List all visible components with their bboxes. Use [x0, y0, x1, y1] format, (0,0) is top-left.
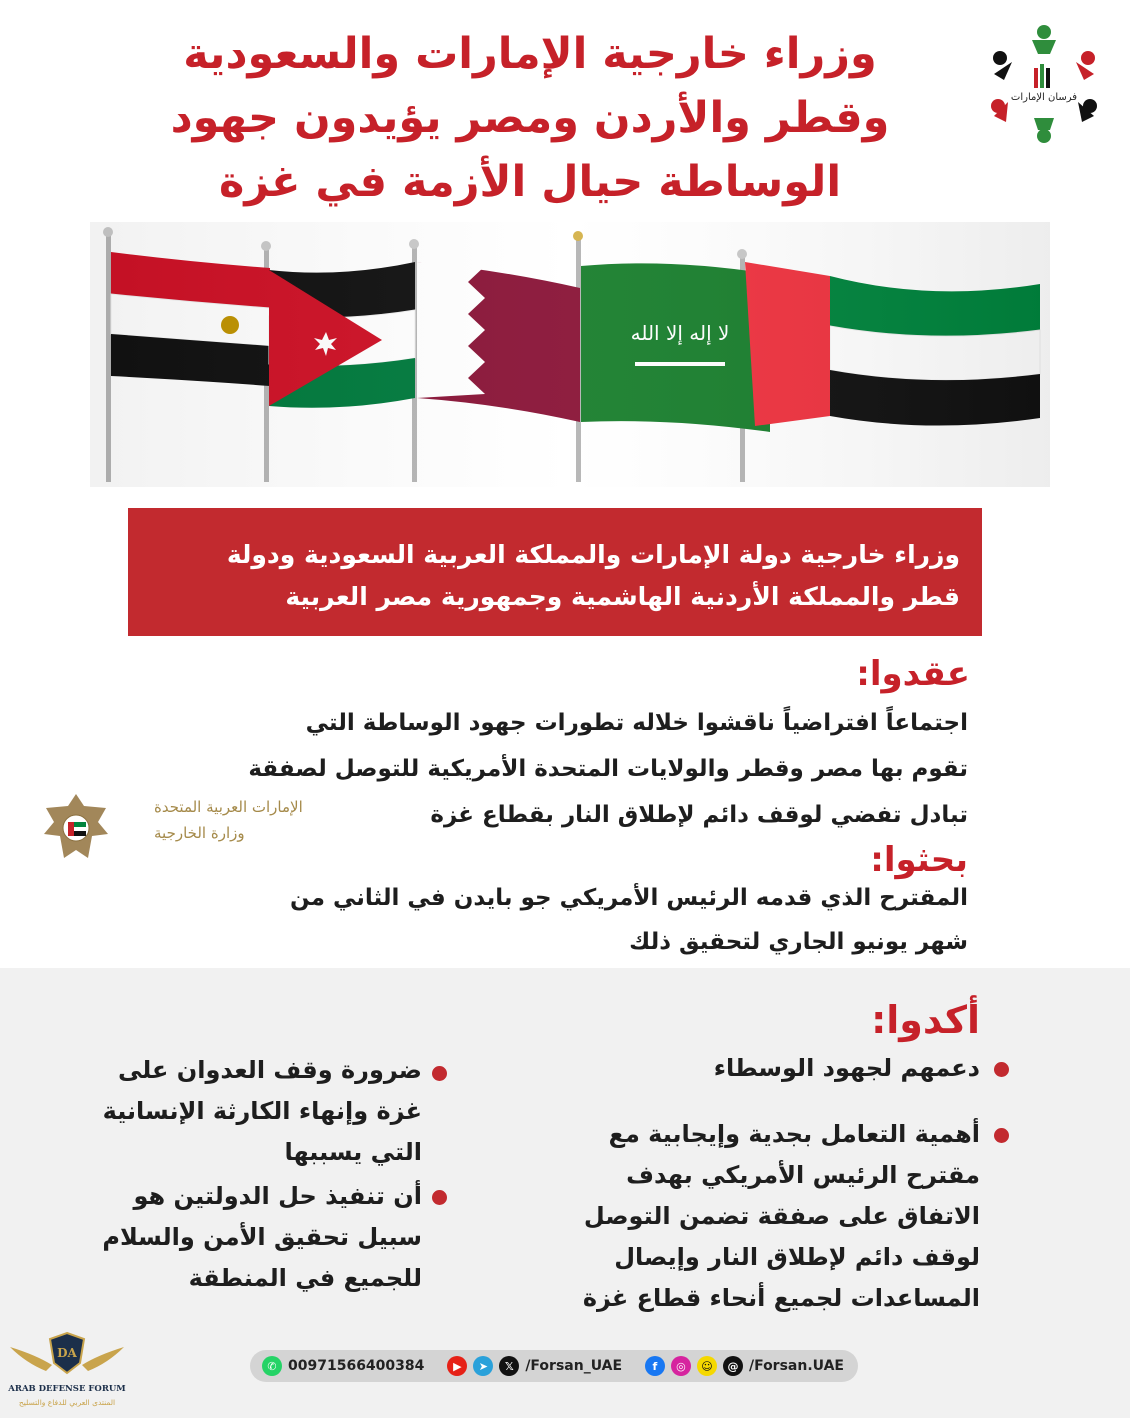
title-line: وزراء خارجية الإمارات والسعودية — [183, 29, 877, 79]
text-line: أن تنفيذ حل الدولتين هو — [133, 1182, 422, 1210]
page-title — [150, 22, 910, 214]
handle-text: /Forsan.UAE — [748, 1358, 844, 1374]
ministry-line2: وزارة الخارجية — [154, 824, 245, 842]
section-heading-discussed: بحثوا: — [870, 840, 968, 880]
bullet-two-state — [102, 1176, 422, 1299]
adf-name-ar: المنتدى العربي للدفاع والتسليح — [18, 1398, 116, 1407]
youtube-icon: ▶ — [447, 1356, 467, 1376]
snapchat-icon: ☺ — [697, 1356, 717, 1376]
bullet-dot — [994, 1062, 1009, 1077]
whatsapp-icon: ✆ — [262, 1356, 282, 1376]
social-handle-group-1[interactable] — [447, 1356, 622, 1376]
adf-abbr: DA — [57, 1346, 77, 1360]
bullet-dot — [432, 1190, 447, 1205]
text-line: مقترح الرئيس الأمريكي بهدف — [626, 1161, 980, 1189]
text-line: تبادل تفضي لوقف دائم لإطلاق النار بقطاع غزة — [430, 802, 968, 828]
ministry-line1: الإمارات العربية المتحدة — [154, 798, 303, 816]
section-heading-held: عقدوا: — [856, 654, 970, 694]
banner-line: قطر والمملكة الأردنية الهاشمية وجمهورية مصر العربية — [285, 582, 960, 611]
handle-text: /Forsan_UAE — [525, 1358, 623, 1374]
forsan-logo — [978, 18, 1110, 150]
section-heading-confirmed: أكدوا: — [871, 998, 980, 1042]
title-line: وقطر والأردن ومصر يؤيدون جهود — [170, 93, 890, 143]
bullet-importance — [583, 1114, 980, 1319]
text-line: المساعدات لجميع أنحاء قطاع غزة — [582, 1284, 980, 1312]
social-footer — [250, 1350, 858, 1382]
threads-icon: @ — [723, 1356, 743, 1376]
adf-name-en: ARAB DEFENSE FORUM — [8, 1384, 126, 1394]
section-discussed-text — [290, 876, 968, 964]
intro-banner — [128, 508, 982, 636]
ministry-emblem — [36, 788, 356, 868]
section-held-text — [248, 700, 968, 838]
facebook-icon: f — [645, 1356, 665, 1376]
banner-line: وزراء خارجية دولة الإمارات والمملكة العربية السعودية ودولة — [226, 540, 960, 569]
bullet-support — [714, 1048, 980, 1088]
x-icon: 𝕏 — [499, 1356, 519, 1376]
telegram-icon: ➤ — [473, 1356, 493, 1376]
logo-name: فرسان الإمارات — [1010, 92, 1078, 103]
text-line: سبيل تحقيق الأمن والسلام — [102, 1223, 422, 1251]
text-line: أهمية التعامل بجدية وإيجابية مع — [608, 1120, 980, 1148]
title-line: الوساطة حيال الأزمة في غزة — [218, 157, 842, 207]
bullet-dot — [994, 1128, 1009, 1143]
text-line: غزة وإنهاء الكارثة الإنسانية — [102, 1097, 422, 1125]
flags-illustration — [90, 222, 1050, 487]
instagram-icon: ◎ — [671, 1356, 691, 1376]
text-line: اجتماعاً افتراضياً ناقشوا خلاله تطورات جهود الوساطة التي — [305, 710, 968, 736]
whatsapp-contact[interactable] — [262, 1356, 424, 1376]
text-line: شهر يونيو الجاري لتحقيق ذلك — [629, 929, 968, 955]
bullet-dot — [432, 1066, 447, 1081]
text-line: لوقف دائم لإطلاق النار وإيصال — [614, 1243, 980, 1271]
text-line: المقترح الذي قدمه الرئيس الأمريكي جو بايدن في الثاني من — [290, 885, 968, 911]
text-line: الاتفاق على صفقة تضمن التوصل — [583, 1202, 980, 1230]
phone-number: 00971566400384 — [288, 1358, 425, 1374]
arab-defense-forum-logo — [6, 1325, 128, 1415]
text-line: تقوم بها مصر وقطر والولايات المتحدة الأمريكية للتوصل لصفقة — [248, 756, 968, 782]
text-line: ضرورة وقف العدوان على — [117, 1056, 422, 1084]
social-handle-group-2[interactable] — [645, 1356, 844, 1376]
text-line: دعمهم لجهود الوسطاء — [713, 1054, 980, 1082]
eagle-emblem-icon — [36, 788, 116, 868]
bullet-stop-aggression — [103, 1050, 422, 1173]
text-line: للجميع في المنطقة — [188, 1264, 422, 1292]
svg-text:لا إله إلا الله: لا إله إلا الله — [630, 321, 730, 345]
text-line: التي يسببها — [284, 1138, 422, 1166]
